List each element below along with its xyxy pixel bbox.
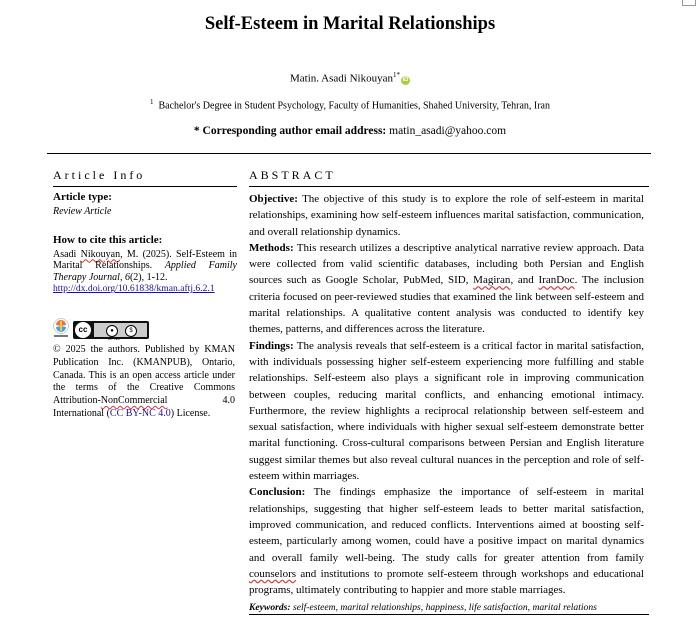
cite-pre: Asadi xyxy=(53,248,81,260)
conclusion-label: Conclusion: xyxy=(249,486,306,499)
cite-name: Nikouyan xyxy=(80,248,121,260)
article-type-value: Review Article xyxy=(53,205,112,217)
abstract-body xyxy=(249,191,644,598)
citation-block xyxy=(53,235,237,295)
abstract-heading: ABSTRACT xyxy=(249,168,336,182)
abstract-conclusion xyxy=(249,484,644,598)
methods-and: , and xyxy=(510,274,539,287)
objective-text: The objective of this study is to explore the role of self-esteem in marital relationships, examining how self-esteem influences marital satisfaction, communication, and overall relationship dynamics. xyxy=(249,193,644,238)
crossmark-icon[interactable] xyxy=(53,318,69,338)
keywords-label: Keywords: xyxy=(249,602,291,613)
findings-label: Findings: xyxy=(249,339,294,352)
affiliation-text: Bachelor's Degree in Student Psychology, Faculty of Humanities, Shahed University, Tehran, Iran xyxy=(158,100,550,112)
paper-title: Self-Esteem in Marital Relationships xyxy=(204,14,496,34)
cite-mid: , M. (2025). Self-Esteem in Marital Relationships. xyxy=(53,248,237,272)
conclusion-pre: The findings emphasize the importance of self-esteem in marital relationships, suggesting that higher self-esteem leads to better marital satisfaction, improved communication, and reduced conflicts. Interventions aimed at boosting self-esteem, particularly among women, could have a positive impact on marital dynamics and overall family well-being. The study calls for greater attention from family xyxy=(249,486,644,564)
cc-icon: cc xyxy=(75,322,91,338)
doi-link[interactable]: http://dx.doi.org/10.61838/kman.aftj.6.2.1 xyxy=(53,283,215,295)
cite-post: (2), 1-12. xyxy=(129,271,168,283)
article-info-heading: Article Info xyxy=(53,168,146,182)
methods-label: Methods: xyxy=(249,241,294,254)
objective-label: Objective: xyxy=(249,193,298,205)
cc-badge-body xyxy=(94,323,147,341)
abstract-rule xyxy=(249,186,649,187)
orcid-icon[interactable]: iD xyxy=(402,76,409,83)
window-corner xyxy=(682,0,696,6)
license-text xyxy=(53,344,235,421)
bottom-rule xyxy=(249,614,649,615)
methods-post: . The inclusion criteria focused on peer-reviewed studies that examined the link between self-esteem and marital relationships. A qualitative content analysis was conducted to identify key themes, patterns, and differences across the literature. xyxy=(249,274,644,336)
abstract-methods xyxy=(249,240,644,338)
corresponding-email[interactable]: matin_asadi@yahoo.com xyxy=(389,125,507,137)
methods-magiran: Magiran xyxy=(473,274,511,287)
article-type-label: Article type: xyxy=(53,191,112,203)
author-name: Matin. Asadi Nikouyan xyxy=(290,72,393,85)
author-line xyxy=(0,71,700,85)
top-rule xyxy=(47,153,651,154)
methods-irandoc: IranDoc xyxy=(538,274,575,287)
cc-sub-label: BY NC xyxy=(108,336,121,341)
license-nc: NonCommercial xyxy=(100,395,168,407)
license-pre: © 2025 the authors. Published by KMAN Publication Inc. (KMANPUB), Ontario, Canada. This is an open access article under the terms of the Creative Commons Attribution- xyxy=(53,344,235,407)
abstract-objective xyxy=(249,191,644,240)
findings-text: The analysis reveals that self-esteem is a critical factor in marital satisfaction, with individuals possessing higher self-esteem experiencing more fulfilling and stable relationships. Self-esteem also plays a significant role in improving communication between couples, reducing marital conflicts, and enhancing emotional intimacy. Furthermore, the review highlights a reciprocal relationship between self-esteem and sexual satisfaction, where individuals with higher sexual self-esteem demonstrate better marital functioning. Cross-cultural comparisons between Persian and English literature suggest similar themes but also reveal cultural nuances in the perception and role of self-esteem within marriages. xyxy=(249,339,644,483)
nc-dollar-icon: $ xyxy=(125,325,137,337)
affiliation xyxy=(0,98,700,111)
keywords xyxy=(249,602,649,613)
corresponding-author xyxy=(0,125,700,137)
conclusion-post: and institutions to promote self-esteem through workshops and educational programs, ultimately contributing to happier and more stable marriages. xyxy=(249,567,644,597)
by-person-icon: ● xyxy=(106,325,118,337)
keywords-text: self-esteem, marital relationships, happiness, life satisfaction, marital relations xyxy=(290,602,597,613)
methods-pre: This research utilizes a descriptive analytical narrative review approach. Data were collected from valid scientific databases, including both Persian and English sources such as Google Scholar, PubMed, SID, xyxy=(249,241,644,287)
abstract-findings xyxy=(249,338,644,485)
cite-journal: Applied Family Therapy Journal, 6 xyxy=(53,260,237,283)
license-mid: 4.0 International ( xyxy=(53,395,235,419)
article-type-block xyxy=(53,192,237,217)
conclusion-counselors: counselors xyxy=(249,567,297,580)
cite-label: How to cite this article: xyxy=(53,234,163,246)
affiliation-sup: 1 xyxy=(150,98,154,106)
author-sup: 1* xyxy=(392,71,400,79)
corresponding-label: * Corresponding author email address: xyxy=(193,125,387,137)
cc-by-nc-badge[interactable] xyxy=(73,321,149,339)
cite-text xyxy=(53,249,237,284)
article-info-rule xyxy=(53,186,237,187)
license-link[interactable]: CC BY-NC 4.0 xyxy=(109,407,171,419)
license-post: ) License. xyxy=(170,407,211,419)
